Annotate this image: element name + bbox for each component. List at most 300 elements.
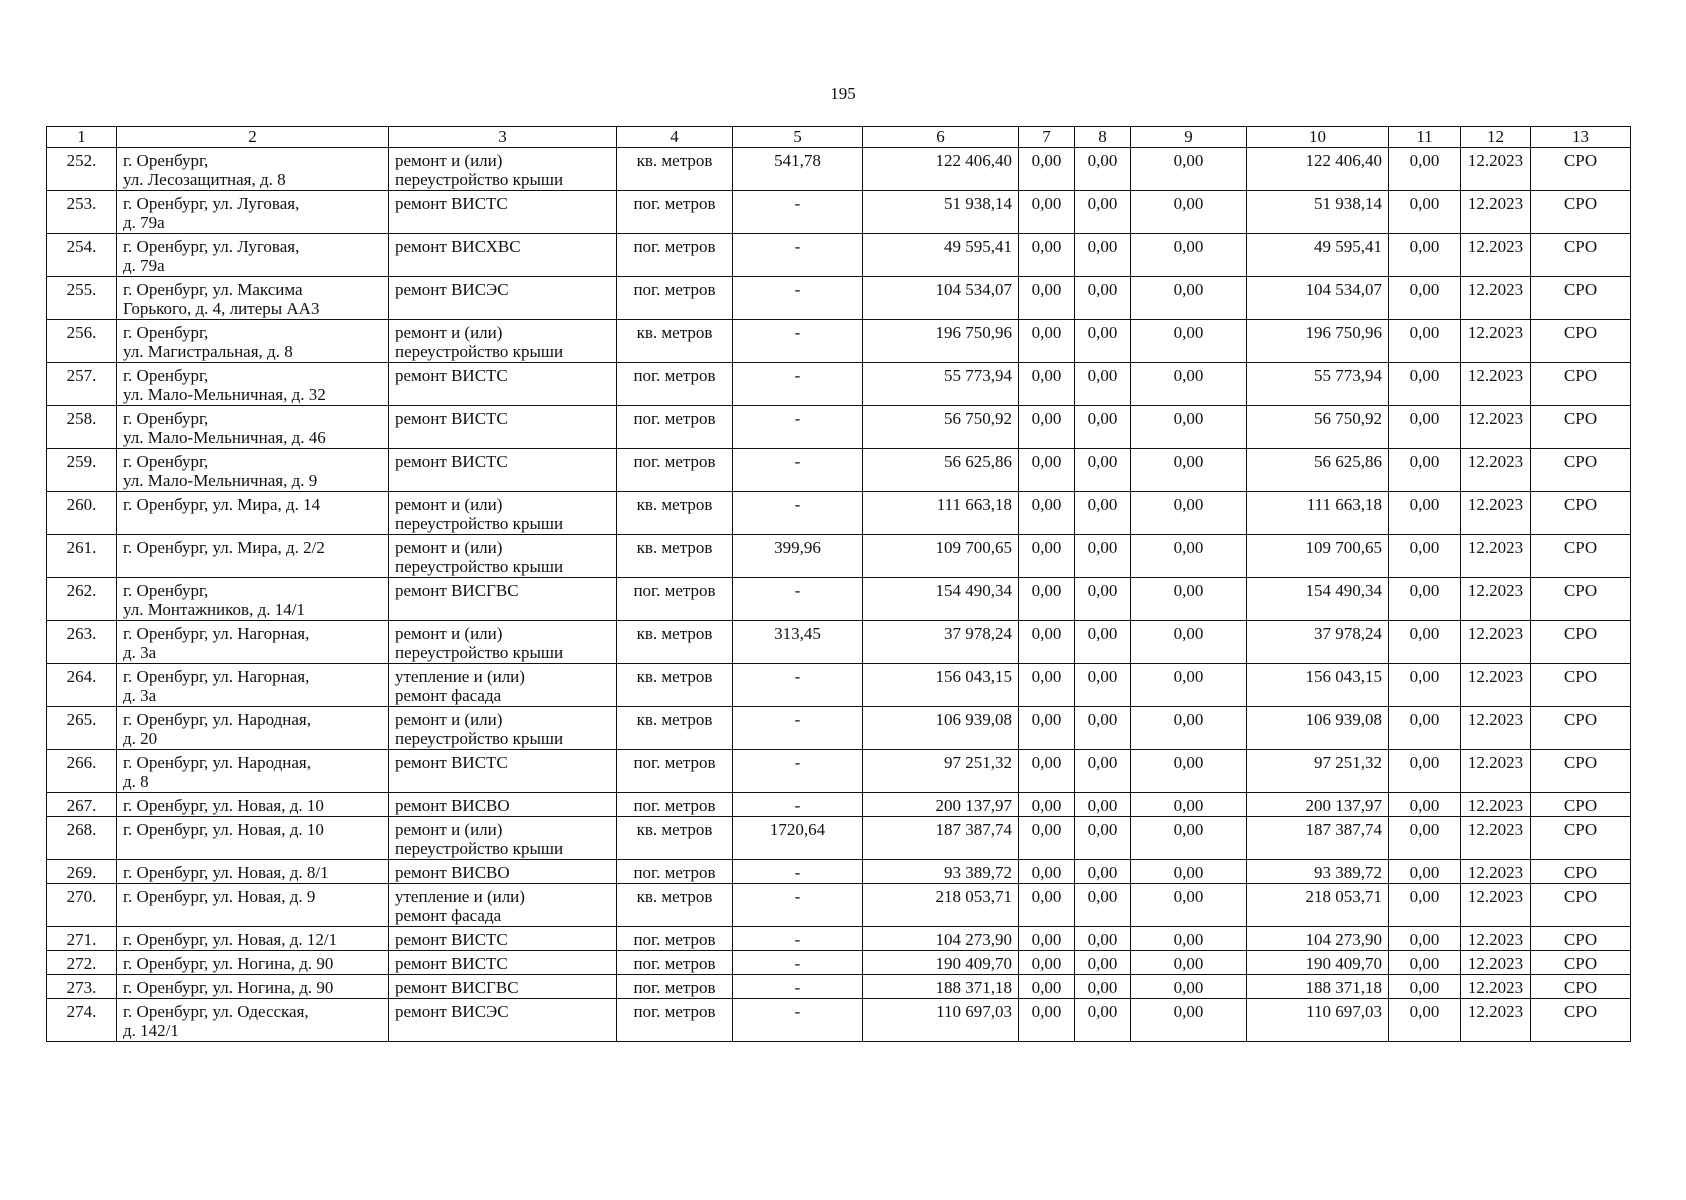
- column-11-cell: 0,00: [1389, 817, 1461, 860]
- work-type-cell: ремонт ВИСТС: [389, 449, 617, 492]
- row-number-cell: 259.: [47, 449, 117, 492]
- work-type-cell: ремонт ВИСГВС: [389, 578, 617, 621]
- work-type-cell: ремонт и (или) переустройство крыши: [389, 535, 617, 578]
- unit-cell: пог. метров: [617, 999, 733, 1042]
- column-7-cell: 0,00: [1019, 817, 1075, 860]
- column-11-cell: 0,00: [1389, 927, 1461, 951]
- deadline-cell: 12.2023: [1461, 884, 1531, 927]
- deadline-cell: 12.2023: [1461, 363, 1531, 406]
- table-row: [47, 999, 1631, 1042]
- address-cell: г. Оренбург, ул. Нагорная, д. 3а: [117, 664, 389, 707]
- total-cost-cell: 154 490,34: [863, 578, 1019, 621]
- volume-cell: -: [733, 234, 863, 277]
- work-type-cell: ремонт ВИСГВС: [389, 975, 617, 999]
- row-number-cell: 257.: [47, 363, 117, 406]
- address-cell: г. Оренбург, ул. Ногина, д. 90: [117, 975, 389, 999]
- column-8-cell: 0,00: [1075, 707, 1131, 750]
- column-10-cell: 104 273,90: [1247, 927, 1389, 951]
- column-10-cell: 104 534,07: [1247, 277, 1389, 320]
- column-number: 8: [1075, 127, 1131, 148]
- column-8-cell: 0,00: [1075, 535, 1131, 578]
- method-cell: СРО: [1531, 951, 1631, 975]
- column-7-cell: 0,00: [1019, 492, 1075, 535]
- column-10-cell: 109 700,65: [1247, 535, 1389, 578]
- work-type-cell: ремонт и (или) переустройство крыши: [389, 492, 617, 535]
- column-7-cell: 0,00: [1019, 277, 1075, 320]
- unit-cell: пог. метров: [617, 860, 733, 884]
- column-8-cell: 0,00: [1075, 860, 1131, 884]
- address-cell: г. Оренбург, ул. Луговая, д. 79а: [117, 191, 389, 234]
- work-type-cell: ремонт ВИСТС: [389, 191, 617, 234]
- method-cell: СРО: [1531, 750, 1631, 793]
- deadline-cell: 12.2023: [1461, 793, 1531, 817]
- unit-cell: пог. метров: [617, 578, 733, 621]
- unit-cell: кв. метров: [617, 884, 733, 927]
- deadline-cell: 12.2023: [1461, 406, 1531, 449]
- volume-cell: -: [733, 750, 863, 793]
- table-row: [47, 578, 1631, 621]
- deadline-cell: 12.2023: [1461, 449, 1531, 492]
- column-9-cell: 0,00: [1131, 750, 1247, 793]
- column-8-cell: 0,00: [1075, 191, 1131, 234]
- column-8-cell: 0,00: [1075, 234, 1131, 277]
- method-cell: СРО: [1531, 492, 1631, 535]
- column-10-cell: 111 663,18: [1247, 492, 1389, 535]
- method-cell: СРО: [1531, 191, 1631, 234]
- total-cost-cell: 56 625,86: [863, 449, 1019, 492]
- address-cell: г. Оренбург, ул. Новая, д. 12/1: [117, 927, 389, 951]
- deadline-cell: 12.2023: [1461, 927, 1531, 951]
- unit-cell: пог. метров: [617, 234, 733, 277]
- column-11-cell: 0,00: [1389, 707, 1461, 750]
- table-row: [47, 363, 1631, 406]
- column-11-cell: 0,00: [1389, 492, 1461, 535]
- column-11-cell: 0,00: [1389, 999, 1461, 1042]
- deadline-cell: 12.2023: [1461, 750, 1531, 793]
- volume-cell: -: [733, 449, 863, 492]
- total-cost-cell: 104 534,07: [863, 277, 1019, 320]
- work-type-cell: ремонт ВИСВО: [389, 860, 617, 884]
- column-8-cell: 0,00: [1075, 793, 1131, 817]
- column-9-cell: 0,00: [1131, 492, 1247, 535]
- column-8-cell: 0,00: [1075, 363, 1131, 406]
- column-7-cell: 0,00: [1019, 884, 1075, 927]
- column-8-cell: 0,00: [1075, 975, 1131, 999]
- column-8-cell: 0,00: [1075, 621, 1131, 664]
- total-cost-cell: 218 053,71: [863, 884, 1019, 927]
- column-8-cell: 0,00: [1075, 406, 1131, 449]
- deadline-cell: 12.2023: [1461, 999, 1531, 1042]
- column-7-cell: 0,00: [1019, 578, 1075, 621]
- address-cell: г. Оренбург, ул. Новая, д. 10: [117, 817, 389, 860]
- total-cost-cell: 97 251,32: [863, 750, 1019, 793]
- total-cost-cell: 122 406,40: [863, 148, 1019, 191]
- address-cell: г. Оренбург, ул. Магистральная, д. 8: [117, 320, 389, 363]
- table-row: [47, 707, 1631, 750]
- unit-cell: пог. метров: [617, 793, 733, 817]
- column-7-cell: 0,00: [1019, 664, 1075, 707]
- table-row: [47, 793, 1631, 817]
- total-cost-cell: 104 273,90: [863, 927, 1019, 951]
- method-cell: СРО: [1531, 406, 1631, 449]
- table-row: [47, 750, 1631, 793]
- column-7-cell: 0,00: [1019, 320, 1075, 363]
- column-number-row: [47, 127, 1631, 148]
- address-cell: г. Оренбург, ул. Мало-Мельничная, д. 32: [117, 363, 389, 406]
- total-cost-cell: 55 773,94: [863, 363, 1019, 406]
- column-7-cell: 0,00: [1019, 148, 1075, 191]
- volume-cell: -: [733, 277, 863, 320]
- address-cell: г. Оренбург, ул. Луговая, д. 79а: [117, 234, 389, 277]
- column-number: 6: [863, 127, 1019, 148]
- column-number: 5: [733, 127, 863, 148]
- column-9-cell: 0,00: [1131, 999, 1247, 1042]
- column-11-cell: 0,00: [1389, 277, 1461, 320]
- address-cell: г. Оренбург, ул. Мало-Мельничная, д. 9: [117, 449, 389, 492]
- column-7-cell: 0,00: [1019, 535, 1075, 578]
- row-number-cell: 274.: [47, 999, 117, 1042]
- unit-cell: пог. метров: [617, 750, 733, 793]
- work-type-cell: ремонт ВИСЭС: [389, 999, 617, 1042]
- column-8-cell: 0,00: [1075, 927, 1131, 951]
- deadline-cell: 12.2023: [1461, 664, 1531, 707]
- column-7-cell: 0,00: [1019, 860, 1075, 884]
- deadline-cell: 12.2023: [1461, 148, 1531, 191]
- deadline-cell: 12.2023: [1461, 492, 1531, 535]
- method-cell: СРО: [1531, 234, 1631, 277]
- address-cell: г. Оренбург, ул. Лесозащитная, д. 8: [117, 148, 389, 191]
- unit-cell: кв. метров: [617, 320, 733, 363]
- column-9-cell: 0,00: [1131, 817, 1247, 860]
- column-7-cell: 0,00: [1019, 999, 1075, 1042]
- table-row: [47, 148, 1631, 191]
- total-cost-cell: 93 389,72: [863, 860, 1019, 884]
- column-9-cell: 0,00: [1131, 449, 1247, 492]
- column-8-cell: 0,00: [1075, 320, 1131, 363]
- method-cell: СРО: [1531, 817, 1631, 860]
- row-number-cell: 268.: [47, 817, 117, 860]
- volume-cell: 313,45: [733, 621, 863, 664]
- column-9-cell: 0,00: [1131, 707, 1247, 750]
- column-10-cell: 187 387,74: [1247, 817, 1389, 860]
- column-11-cell: 0,00: [1389, 664, 1461, 707]
- column-10-cell: 93 389,72: [1247, 860, 1389, 884]
- volume-cell: -: [733, 406, 863, 449]
- column-number: 12: [1461, 127, 1531, 148]
- column-11-cell: 0,00: [1389, 975, 1461, 999]
- volume-cell: -: [733, 707, 863, 750]
- column-11-cell: 0,00: [1389, 406, 1461, 449]
- row-number-cell: 272.: [47, 951, 117, 975]
- column-10-cell: 196 750,96: [1247, 320, 1389, 363]
- column-11-cell: 0,00: [1389, 535, 1461, 578]
- unit-cell: кв. метров: [617, 492, 733, 535]
- deadline-cell: 12.2023: [1461, 707, 1531, 750]
- volume-cell: -: [733, 975, 863, 999]
- work-type-cell: ремонт ВИСТС: [389, 406, 617, 449]
- unit-cell: пог. метров: [617, 951, 733, 975]
- unit-cell: пог. метров: [617, 927, 733, 951]
- unit-cell: кв. метров: [617, 707, 733, 750]
- unit-cell: пог. метров: [617, 277, 733, 320]
- column-9-cell: 0,00: [1131, 535, 1247, 578]
- deadline-cell: 12.2023: [1461, 817, 1531, 860]
- volume-cell: -: [733, 951, 863, 975]
- column-11-cell: 0,00: [1389, 191, 1461, 234]
- total-cost-cell: 190 409,70: [863, 951, 1019, 975]
- column-8-cell: 0,00: [1075, 951, 1131, 975]
- column-9-cell: 0,00: [1131, 406, 1247, 449]
- volume-cell: -: [733, 860, 863, 884]
- row-number-cell: 270.: [47, 884, 117, 927]
- column-9-cell: 0,00: [1131, 927, 1247, 951]
- column-10-cell: 49 595,41: [1247, 234, 1389, 277]
- column-10-cell: 37 978,24: [1247, 621, 1389, 664]
- column-11-cell: 0,00: [1389, 793, 1461, 817]
- column-10-cell: 56 625,86: [1247, 449, 1389, 492]
- column-9-cell: 0,00: [1131, 860, 1247, 884]
- row-number-cell: 263.: [47, 621, 117, 664]
- deadline-cell: 12.2023: [1461, 975, 1531, 999]
- work-type-cell: ремонт ВИСТС: [389, 363, 617, 406]
- column-11-cell: 0,00: [1389, 234, 1461, 277]
- total-cost-cell: 37 978,24: [863, 621, 1019, 664]
- address-cell: г. Оренбург, ул. Мало-Мельничная, д. 46: [117, 406, 389, 449]
- total-cost-cell: 188 371,18: [863, 975, 1019, 999]
- method-cell: СРО: [1531, 277, 1631, 320]
- column-11-cell: 0,00: [1389, 621, 1461, 664]
- column-7-cell: 0,00: [1019, 191, 1075, 234]
- method-cell: СРО: [1531, 621, 1631, 664]
- column-8-cell: 0,00: [1075, 884, 1131, 927]
- column-8-cell: 0,00: [1075, 148, 1131, 191]
- table-row: [47, 927, 1631, 951]
- column-7-cell: 0,00: [1019, 234, 1075, 277]
- row-number-cell: 255.: [47, 277, 117, 320]
- method-cell: СРО: [1531, 999, 1631, 1042]
- column-9-cell: 0,00: [1131, 148, 1247, 191]
- table-row: [47, 621, 1631, 664]
- deadline-cell: 12.2023: [1461, 277, 1531, 320]
- method-cell: СРО: [1531, 664, 1631, 707]
- row-number-cell: 271.: [47, 927, 117, 951]
- work-type-cell: ремонт и (или) переустройство крыши: [389, 707, 617, 750]
- row-number-cell: 258.: [47, 406, 117, 449]
- volume-cell: -: [733, 927, 863, 951]
- column-7-cell: 0,00: [1019, 449, 1075, 492]
- unit-cell: пог. метров: [617, 975, 733, 999]
- column-8-cell: 0,00: [1075, 449, 1131, 492]
- address-cell: г. Оренбург, ул. Максима Горького, д. 4, литеры АА3: [117, 277, 389, 320]
- column-8-cell: 0,00: [1075, 492, 1131, 535]
- page-number: 195: [830, 84, 856, 103]
- column-10-cell: 156 043,15: [1247, 664, 1389, 707]
- table-row: [47, 817, 1631, 860]
- method-cell: СРО: [1531, 975, 1631, 999]
- address-cell: г. Оренбург, ул. Мира, д. 2/2: [117, 535, 389, 578]
- row-number-cell: 256.: [47, 320, 117, 363]
- column-9-cell: 0,00: [1131, 578, 1247, 621]
- row-number-cell: 265.: [47, 707, 117, 750]
- deadline-cell: 12.2023: [1461, 621, 1531, 664]
- column-9-cell: 0,00: [1131, 191, 1247, 234]
- row-number-cell: 261.: [47, 535, 117, 578]
- method-cell: СРО: [1531, 578, 1631, 621]
- work-type-cell: ремонт ВИСТС: [389, 951, 617, 975]
- deadline-cell: 12.2023: [1461, 535, 1531, 578]
- row-number-cell: 260.: [47, 492, 117, 535]
- row-number-cell: 267.: [47, 793, 117, 817]
- total-cost-cell: 111 663,18: [863, 492, 1019, 535]
- column-number: 4: [617, 127, 733, 148]
- work-type-cell: ремонт ВИСХВС: [389, 234, 617, 277]
- unit-cell: кв. метров: [617, 148, 733, 191]
- volume-cell: -: [733, 999, 863, 1042]
- column-8-cell: 0,00: [1075, 999, 1131, 1042]
- unit-cell: кв. метров: [617, 817, 733, 860]
- column-11-cell: 0,00: [1389, 951, 1461, 975]
- volume-cell: 399,96: [733, 535, 863, 578]
- row-number-cell: 262.: [47, 578, 117, 621]
- deadline-cell: 12.2023: [1461, 860, 1531, 884]
- method-cell: СРО: [1531, 148, 1631, 191]
- work-type-cell: ремонт и (или) переустройство крыши: [389, 817, 617, 860]
- volume-cell: -: [733, 320, 863, 363]
- volume-cell: -: [733, 578, 863, 621]
- address-cell: г. Оренбург, ул. Нагорная, д. 3а: [117, 621, 389, 664]
- total-cost-cell: 156 043,15: [863, 664, 1019, 707]
- column-number: 3: [389, 127, 617, 148]
- column-10-cell: 106 939,08: [1247, 707, 1389, 750]
- table-row: [47, 664, 1631, 707]
- method-cell: СРО: [1531, 707, 1631, 750]
- volume-cell: 541,78: [733, 148, 863, 191]
- column-11-cell: 0,00: [1389, 750, 1461, 793]
- address-cell: г. Оренбург, ул. Народная, д. 20: [117, 707, 389, 750]
- table-row: [47, 535, 1631, 578]
- table-row: [47, 860, 1631, 884]
- address-cell: г. Оренбург, ул. Ногина, д. 90: [117, 951, 389, 975]
- column-number: 11: [1389, 127, 1461, 148]
- address-cell: г. Оренбург, ул. Одесская, д. 142/1: [117, 999, 389, 1042]
- column-7-cell: 0,00: [1019, 363, 1075, 406]
- table-row: [47, 320, 1631, 363]
- table-row: [47, 975, 1631, 999]
- column-7-cell: 0,00: [1019, 406, 1075, 449]
- column-7-cell: 0,00: [1019, 951, 1075, 975]
- address-cell: г. Оренбург, ул. Новая, д. 9: [117, 884, 389, 927]
- column-number: 2: [117, 127, 389, 148]
- column-9-cell: 0,00: [1131, 793, 1247, 817]
- column-8-cell: 0,00: [1075, 817, 1131, 860]
- column-8-cell: 0,00: [1075, 578, 1131, 621]
- column-11-cell: 0,00: [1389, 449, 1461, 492]
- unit-cell: кв. метров: [617, 621, 733, 664]
- column-11-cell: 0,00: [1389, 884, 1461, 927]
- work-type-cell: ремонт ВИСВО: [389, 793, 617, 817]
- method-cell: СРО: [1531, 860, 1631, 884]
- method-cell: СРО: [1531, 320, 1631, 363]
- row-number-cell: 254.: [47, 234, 117, 277]
- column-10-cell: 200 137,97: [1247, 793, 1389, 817]
- total-cost-cell: 106 939,08: [863, 707, 1019, 750]
- volume-cell: 1720,64: [733, 817, 863, 860]
- method-cell: СРО: [1531, 793, 1631, 817]
- work-type-cell: утепление и (или) ремонт фасада: [389, 664, 617, 707]
- work-type-cell: ремонт и (или) переустройство крыши: [389, 320, 617, 363]
- method-cell: СРО: [1531, 535, 1631, 578]
- column-10-cell: 154 490,34: [1247, 578, 1389, 621]
- total-cost-cell: 196 750,96: [863, 320, 1019, 363]
- column-9-cell: 0,00: [1131, 277, 1247, 320]
- column-9-cell: 0,00: [1131, 975, 1247, 999]
- volume-cell: -: [733, 664, 863, 707]
- column-7-cell: 0,00: [1019, 975, 1075, 999]
- column-8-cell: 0,00: [1075, 664, 1131, 707]
- column-10-cell: 122 406,40: [1247, 148, 1389, 191]
- column-10-cell: 218 053,71: [1247, 884, 1389, 927]
- row-number-cell: 253.: [47, 191, 117, 234]
- total-cost-cell: 200 137,97: [863, 793, 1019, 817]
- column-9-cell: 0,00: [1131, 320, 1247, 363]
- column-number: 9: [1131, 127, 1247, 148]
- column-8-cell: 0,00: [1075, 277, 1131, 320]
- total-cost-cell: 110 697,03: [863, 999, 1019, 1042]
- deadline-cell: 12.2023: [1461, 578, 1531, 621]
- row-number-cell: 264.: [47, 664, 117, 707]
- column-10-cell: 188 371,18: [1247, 975, 1389, 999]
- column-10-cell: 55 773,94: [1247, 363, 1389, 406]
- deadline-cell: 12.2023: [1461, 951, 1531, 975]
- volume-cell: -: [733, 492, 863, 535]
- work-type-cell: ремонт и (или) переустройство крыши: [389, 621, 617, 664]
- table-row: [47, 234, 1631, 277]
- capital-repair-table: [46, 126, 1631, 1042]
- row-number-cell: 252.: [47, 148, 117, 191]
- table-row: [47, 406, 1631, 449]
- column-8-cell: 0,00: [1075, 750, 1131, 793]
- column-10-cell: 56 750,92: [1247, 406, 1389, 449]
- deadline-cell: 12.2023: [1461, 191, 1531, 234]
- table-row: [47, 449, 1631, 492]
- table-row: [47, 277, 1631, 320]
- unit-cell: пог. метров: [617, 449, 733, 492]
- total-cost-cell: 109 700,65: [863, 535, 1019, 578]
- total-cost-cell: 51 938,14: [863, 191, 1019, 234]
- column-7-cell: 0,00: [1019, 750, 1075, 793]
- column-11-cell: 0,00: [1389, 148, 1461, 191]
- column-9-cell: 0,00: [1131, 234, 1247, 277]
- total-cost-cell: 187 387,74: [863, 817, 1019, 860]
- address-cell: г. Оренбург, ул. Народная, д. 8: [117, 750, 389, 793]
- table-row: [47, 884, 1631, 927]
- column-7-cell: 0,00: [1019, 793, 1075, 817]
- method-cell: СРО: [1531, 363, 1631, 406]
- column-number: 10: [1247, 127, 1389, 148]
- work-type-cell: ремонт ВИСТС: [389, 927, 617, 951]
- column-10-cell: 110 697,03: [1247, 999, 1389, 1042]
- column-7-cell: 0,00: [1019, 621, 1075, 664]
- column-9-cell: 0,00: [1131, 664, 1247, 707]
- table-row: [47, 492, 1631, 535]
- column-11-cell: 0,00: [1389, 860, 1461, 884]
- work-type-cell: ремонт и (или) переустройство крыши: [389, 148, 617, 191]
- column-10-cell: 190 409,70: [1247, 951, 1389, 975]
- column-9-cell: 0,00: [1131, 363, 1247, 406]
- column-number: 7: [1019, 127, 1075, 148]
- table-row: [47, 191, 1631, 234]
- deadline-cell: 12.2023: [1461, 320, 1531, 363]
